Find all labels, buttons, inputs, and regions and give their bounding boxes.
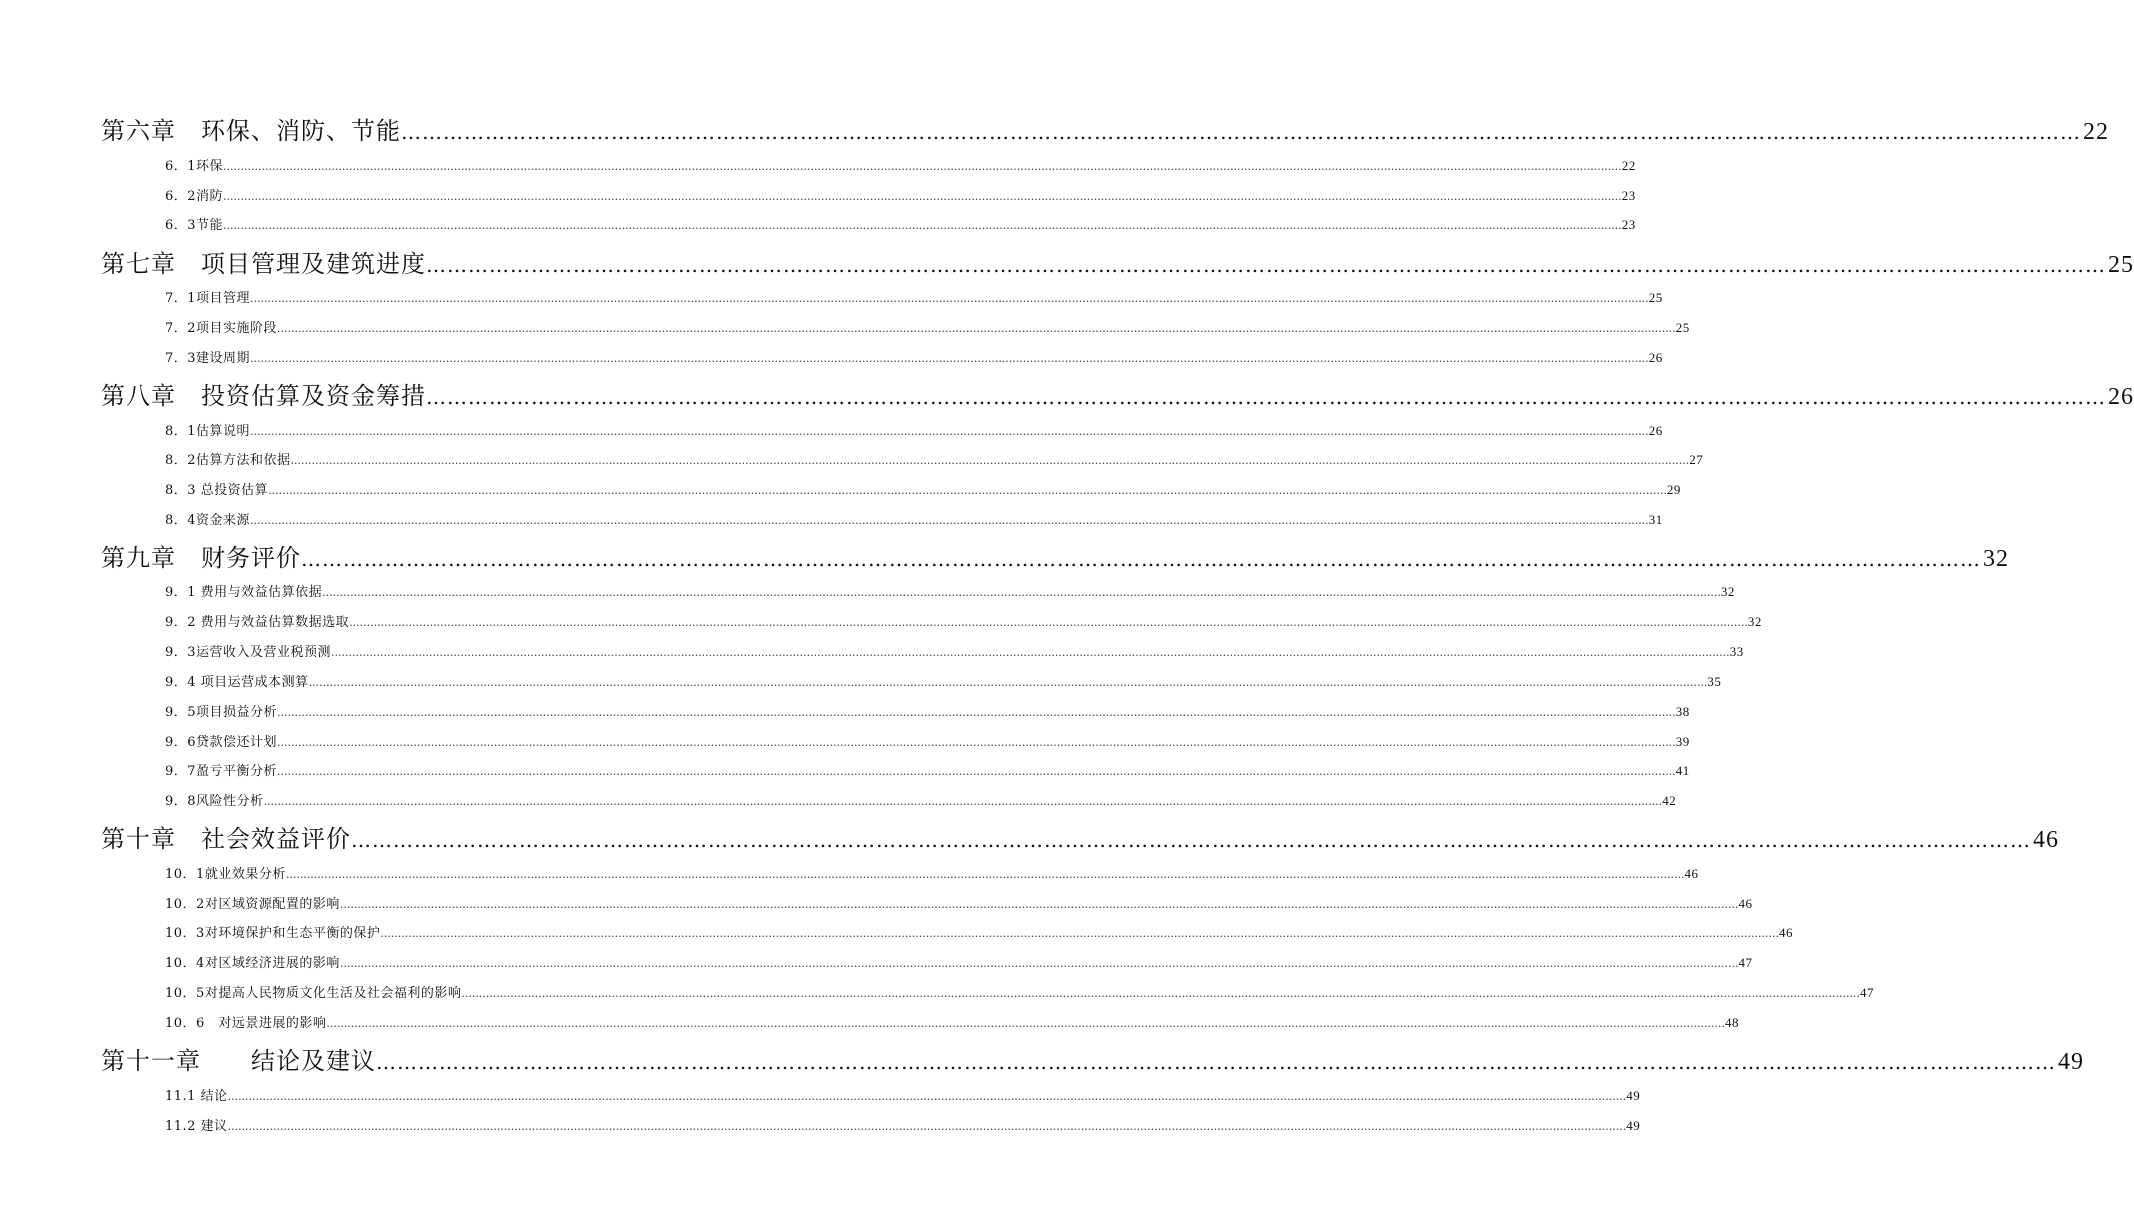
toc-section-entry[interactable]	[165, 317, 1690, 337]
toc-entry-title: 第八章 投资估算及资金筹措	[101, 382, 426, 410]
dot-leader: ……………………………………………………………………………………………………………………………………………………………………………………………………………………	[351, 828, 2031, 852]
dot-leader: ……………………………………………………………………………………………………………………………………………………………………………………………………………………	[376, 1050, 2056, 1074]
toc-page-number: 46	[1684, 866, 1699, 881]
toc-entry-title: 第六章 环保、消防、节能	[101, 117, 401, 145]
dot-leader: ................................................................................................................................................................................................................................................................................................................................................................................................................	[308, 676, 1708, 689]
toc-entry-title: 7．1项目管理	[165, 291, 251, 306]
dot-leader: ................................................................................................................................................................................................................................................................................................................................................................................................................	[285, 868, 1685, 881]
dot-leader: ……………………………………………………………………………………………………………………………………………………………………………………………………………………	[426, 253, 2106, 277]
toc-entry-title: 10．1就业效果分析	[165, 867, 286, 882]
toc-chapter-entry[interactable]	[101, 111, 2109, 145]
toc-entry-title: 第十章 社会效益评价	[101, 825, 351, 853]
toc-section-entry[interactable]	[165, 611, 1762, 631]
toc-section-entry[interactable]	[165, 1115, 1641, 1135]
toc-entry-title: 11.2 建议	[165, 1119, 228, 1134]
toc-entry-title: 第七章 项目管理及建筑进度	[101, 250, 426, 278]
toc-entry-title: 7．3建设周期	[165, 351, 251, 366]
toc-entry-title: 10．2对区域资源配置的影响	[165, 897, 340, 912]
toc-page-number: 46	[1778, 925, 1793, 940]
toc-entry-title: 9．5项目损益分析	[165, 705, 278, 720]
toc-entry-title: 10．5对提高人民物质文化生活及社会福利的影响	[165, 986, 462, 1001]
toc-entry-title: 10．6 对远景进展的影响	[165, 1016, 327, 1031]
toc-page-number: 23	[1621, 217, 1636, 232]
dot-leader: ................................................................................................................................................................................................................................................................................................................................................................................................................	[223, 219, 1622, 232]
toc-section-entry[interactable]	[165, 581, 1735, 601]
toc-entry-title: 6．2消防	[165, 189, 224, 204]
toc-page-number: 39	[1675, 734, 1690, 749]
dot-leader: ................................................................................................................................................................................................................................................................................................................................................................................................................	[322, 586, 1721, 599]
toc-entry-title: 11.1 结论	[165, 1089, 228, 1104]
dot-leader: ................................................................................................................................................................................................................................................................................................................................................................................................................	[380, 927, 1779, 940]
dot-leader: ................................................................................................................................................................................................................................................................................................................................................................................................................	[223, 190, 1622, 203]
dot-leader: ................................................................................................................................................................................................................................................................................................................................................................................................................	[250, 514, 1649, 527]
toc-page-number: 38	[1675, 704, 1690, 719]
dot-leader: ................................................................................................................................................................................................................................................................................................................................................................................................................	[227, 1120, 1627, 1133]
toc-section-entry[interactable]	[165, 214, 1636, 234]
toc-page-number: 42	[1662, 793, 1677, 808]
toc-section-entry[interactable]	[165, 1012, 1739, 1032]
dot-leader: ................................................................................................................................................................................................................................................................................................................................................................................................................	[268, 484, 1667, 497]
toc-section-entry[interactable]	[165, 701, 1690, 721]
dot-leader: ................................................................................................................................................................................................................................................................................................................................................................................................................	[461, 987, 1860, 1000]
toc-entry-title: 10．3对环境保护和生态平衡的保护	[165, 926, 381, 941]
toc-entry-title: 9．7盈亏平衡分析	[165, 764, 278, 779]
toc-entry-title: 8．2估算方法和依据	[165, 453, 291, 468]
dot-leader: ................................................................................................................................................................................................................................................................................................................................................................................................................	[326, 1017, 1725, 1030]
dot-leader: ……………………………………………………………………………………………………………………………………………………………………………………………………………………	[301, 547, 1981, 571]
toc-section-entry[interactable]	[165, 790, 1677, 810]
toc-entry-title: 9．4 项目运营成本测算	[165, 675, 309, 690]
toc-page-number: 29	[1666, 482, 1681, 497]
dot-leader: ................................................................................................................................................................................................................................................................................................................................................................................................................	[339, 898, 1739, 911]
toc-page-number: 49	[1626, 1118, 1641, 1133]
toc-section-entry[interactable]	[165, 479, 1681, 499]
toc-section-entry[interactable]	[165, 641, 1744, 661]
toc-section-entry[interactable]	[165, 420, 1663, 440]
toc-entry-title: 9．8风险性分析	[165, 794, 264, 809]
toc-section-entry[interactable]	[165, 731, 1690, 751]
toc-entry-title: 9．6贷款偿还计划	[165, 735, 278, 750]
toc-page-number: 25	[1675, 320, 1690, 335]
toc-section-entry[interactable]	[165, 449, 1704, 469]
dot-leader: ................................................................................................................................................................................................................................................................................................................................................................................................................	[227, 1090, 1627, 1103]
toc-page-number: 49	[1626, 1088, 1641, 1103]
toc-page-number: 48	[1724, 1015, 1739, 1030]
dot-leader: ................................................................................................................................................................................................................................................................................................................................................................................................................	[349, 616, 1748, 629]
dot-leader: ................................................................................................................................................................................................................................................................................................................................................................................................................	[250, 352, 1649, 365]
toc-page-number: 46	[1738, 896, 1753, 911]
dot-leader: ................................................................................................................................................................................................................................................................................................................................................................................................................	[277, 736, 1676, 749]
toc-chapter-entry[interactable]	[101, 376, 2134, 410]
toc-section-entry[interactable]	[165, 347, 1663, 367]
dot-leader: ……………………………………………………………………………………………………………………………………………………………………………………………………………………	[401, 120, 2081, 144]
toc-page-number: 49	[2058, 1049, 2084, 1075]
toc-chapter-entry[interactable]	[101, 819, 2059, 853]
toc-page-number: 25	[1648, 290, 1663, 305]
toc-chapter-entry[interactable]	[101, 244, 2134, 278]
toc-section-entry[interactable]	[165, 982, 1874, 1002]
dot-leader: ................................................................................................................................................................................................................................................................................................................................................................................................................	[263, 795, 1663, 808]
toc-section-entry[interactable]	[165, 1085, 1641, 1105]
toc-page-number: 26	[1648, 423, 1663, 438]
toc-entry-title: 9．1 费用与效益估算依据	[165, 585, 323, 600]
toc-section-entry[interactable]	[165, 509, 1663, 529]
toc-page-number: 26	[2108, 384, 2134, 410]
toc-page-number: 22	[1621, 158, 1636, 173]
toc-section-entry[interactable]	[165, 922, 1793, 942]
toc-page-number: 25	[2108, 252, 2134, 278]
toc-page-number: 32	[1747, 614, 1762, 629]
toc-entry-title: 8．3 总投资估算	[165, 483, 269, 498]
toc-section-entry[interactable]	[165, 287, 1663, 307]
toc-entry-title: 7．2项目实施阶段	[165, 321, 278, 336]
dot-leader: ................................................................................................................................................................................................................................................................................................................................................................................................................	[331, 646, 1730, 659]
toc-page-number: 23	[1621, 188, 1636, 203]
toc-section-entry[interactable]	[165, 155, 1636, 175]
dot-leader: ................................................................................................................................................................................................................................................................................................................................................................................................................	[290, 454, 1690, 467]
toc-page-number: 47	[1859, 985, 1874, 1000]
toc-entry-title: 10．4对区域经济进展的影响	[165, 956, 340, 971]
dot-leader: ……………………………………………………………………………………………………………………………………………………………………………………………………………………	[426, 385, 2106, 409]
dot-leader: ................................................................................................................................................................................................................................................................................................................................................................................................................	[339, 957, 1739, 970]
toc-entry-title: 6．3节能	[165, 218, 224, 233]
toc-page-number: 32	[1720, 584, 1735, 599]
dot-leader: ................................................................................................................................................................................................................................................................................................................................................................................................................	[250, 292, 1649, 305]
toc-page-number: 35	[1707, 674, 1722, 689]
toc-page-number: 46	[2033, 827, 2059, 853]
toc-chapter-entry[interactable]	[101, 1041, 2084, 1075]
toc-page-number: 22	[2083, 119, 2109, 145]
toc-entry-title: 9．2 费用与效益估算数据选取	[165, 615, 350, 630]
toc-section-entry[interactable]	[165, 952, 1753, 972]
toc-entry-title: 6．1环保	[165, 159, 224, 174]
toc-entry-title: 第九章 财务评价	[101, 544, 301, 572]
dot-leader: ................................................................................................................................................................................................................................................................................................................................................................................................................	[250, 425, 1649, 438]
toc-section-entry[interactable]	[165, 863, 1699, 883]
toc-section-entry[interactable]	[165, 760, 1690, 780]
toc-page-number: 32	[1983, 546, 2009, 572]
toc-page-number: 33	[1729, 644, 1744, 659]
toc-page-number: 27	[1689, 452, 1704, 467]
toc-page-number: 41	[1675, 763, 1690, 778]
dot-leader: ................................................................................................................................................................................................................................................................................................................................................................................................................	[277, 322, 1676, 335]
toc-entry-title: 8．1估算说明	[165, 424, 251, 439]
toc-chapter-entry[interactable]	[101, 538, 2009, 572]
dot-leader: ................................................................................................................................................................................................................................................................................................................................................................................................................	[223, 160, 1622, 173]
toc-page-number: 26	[1648, 350, 1663, 365]
dot-leader: ................................................................................................................................................................................................................................................................................................................................................................................................................	[277, 706, 1676, 719]
dot-leader: ................................................................................................................................................................................................................................................................................................................................................................................................................	[277, 765, 1676, 778]
toc-section-entry[interactable]	[165, 671, 1722, 691]
toc-section-entry[interactable]	[165, 893, 1753, 913]
toc-section-entry[interactable]	[165, 185, 1636, 205]
toc-entry-title: 第十一章 结论及建议	[101, 1047, 376, 1075]
toc-entry-title: 9．3运营收入及营业税预测	[165, 645, 332, 660]
toc-entry-title: 8．4资金来源	[165, 513, 251, 528]
toc-page-number: 31	[1648, 512, 1663, 527]
toc-page-number: 47	[1738, 955, 1753, 970]
